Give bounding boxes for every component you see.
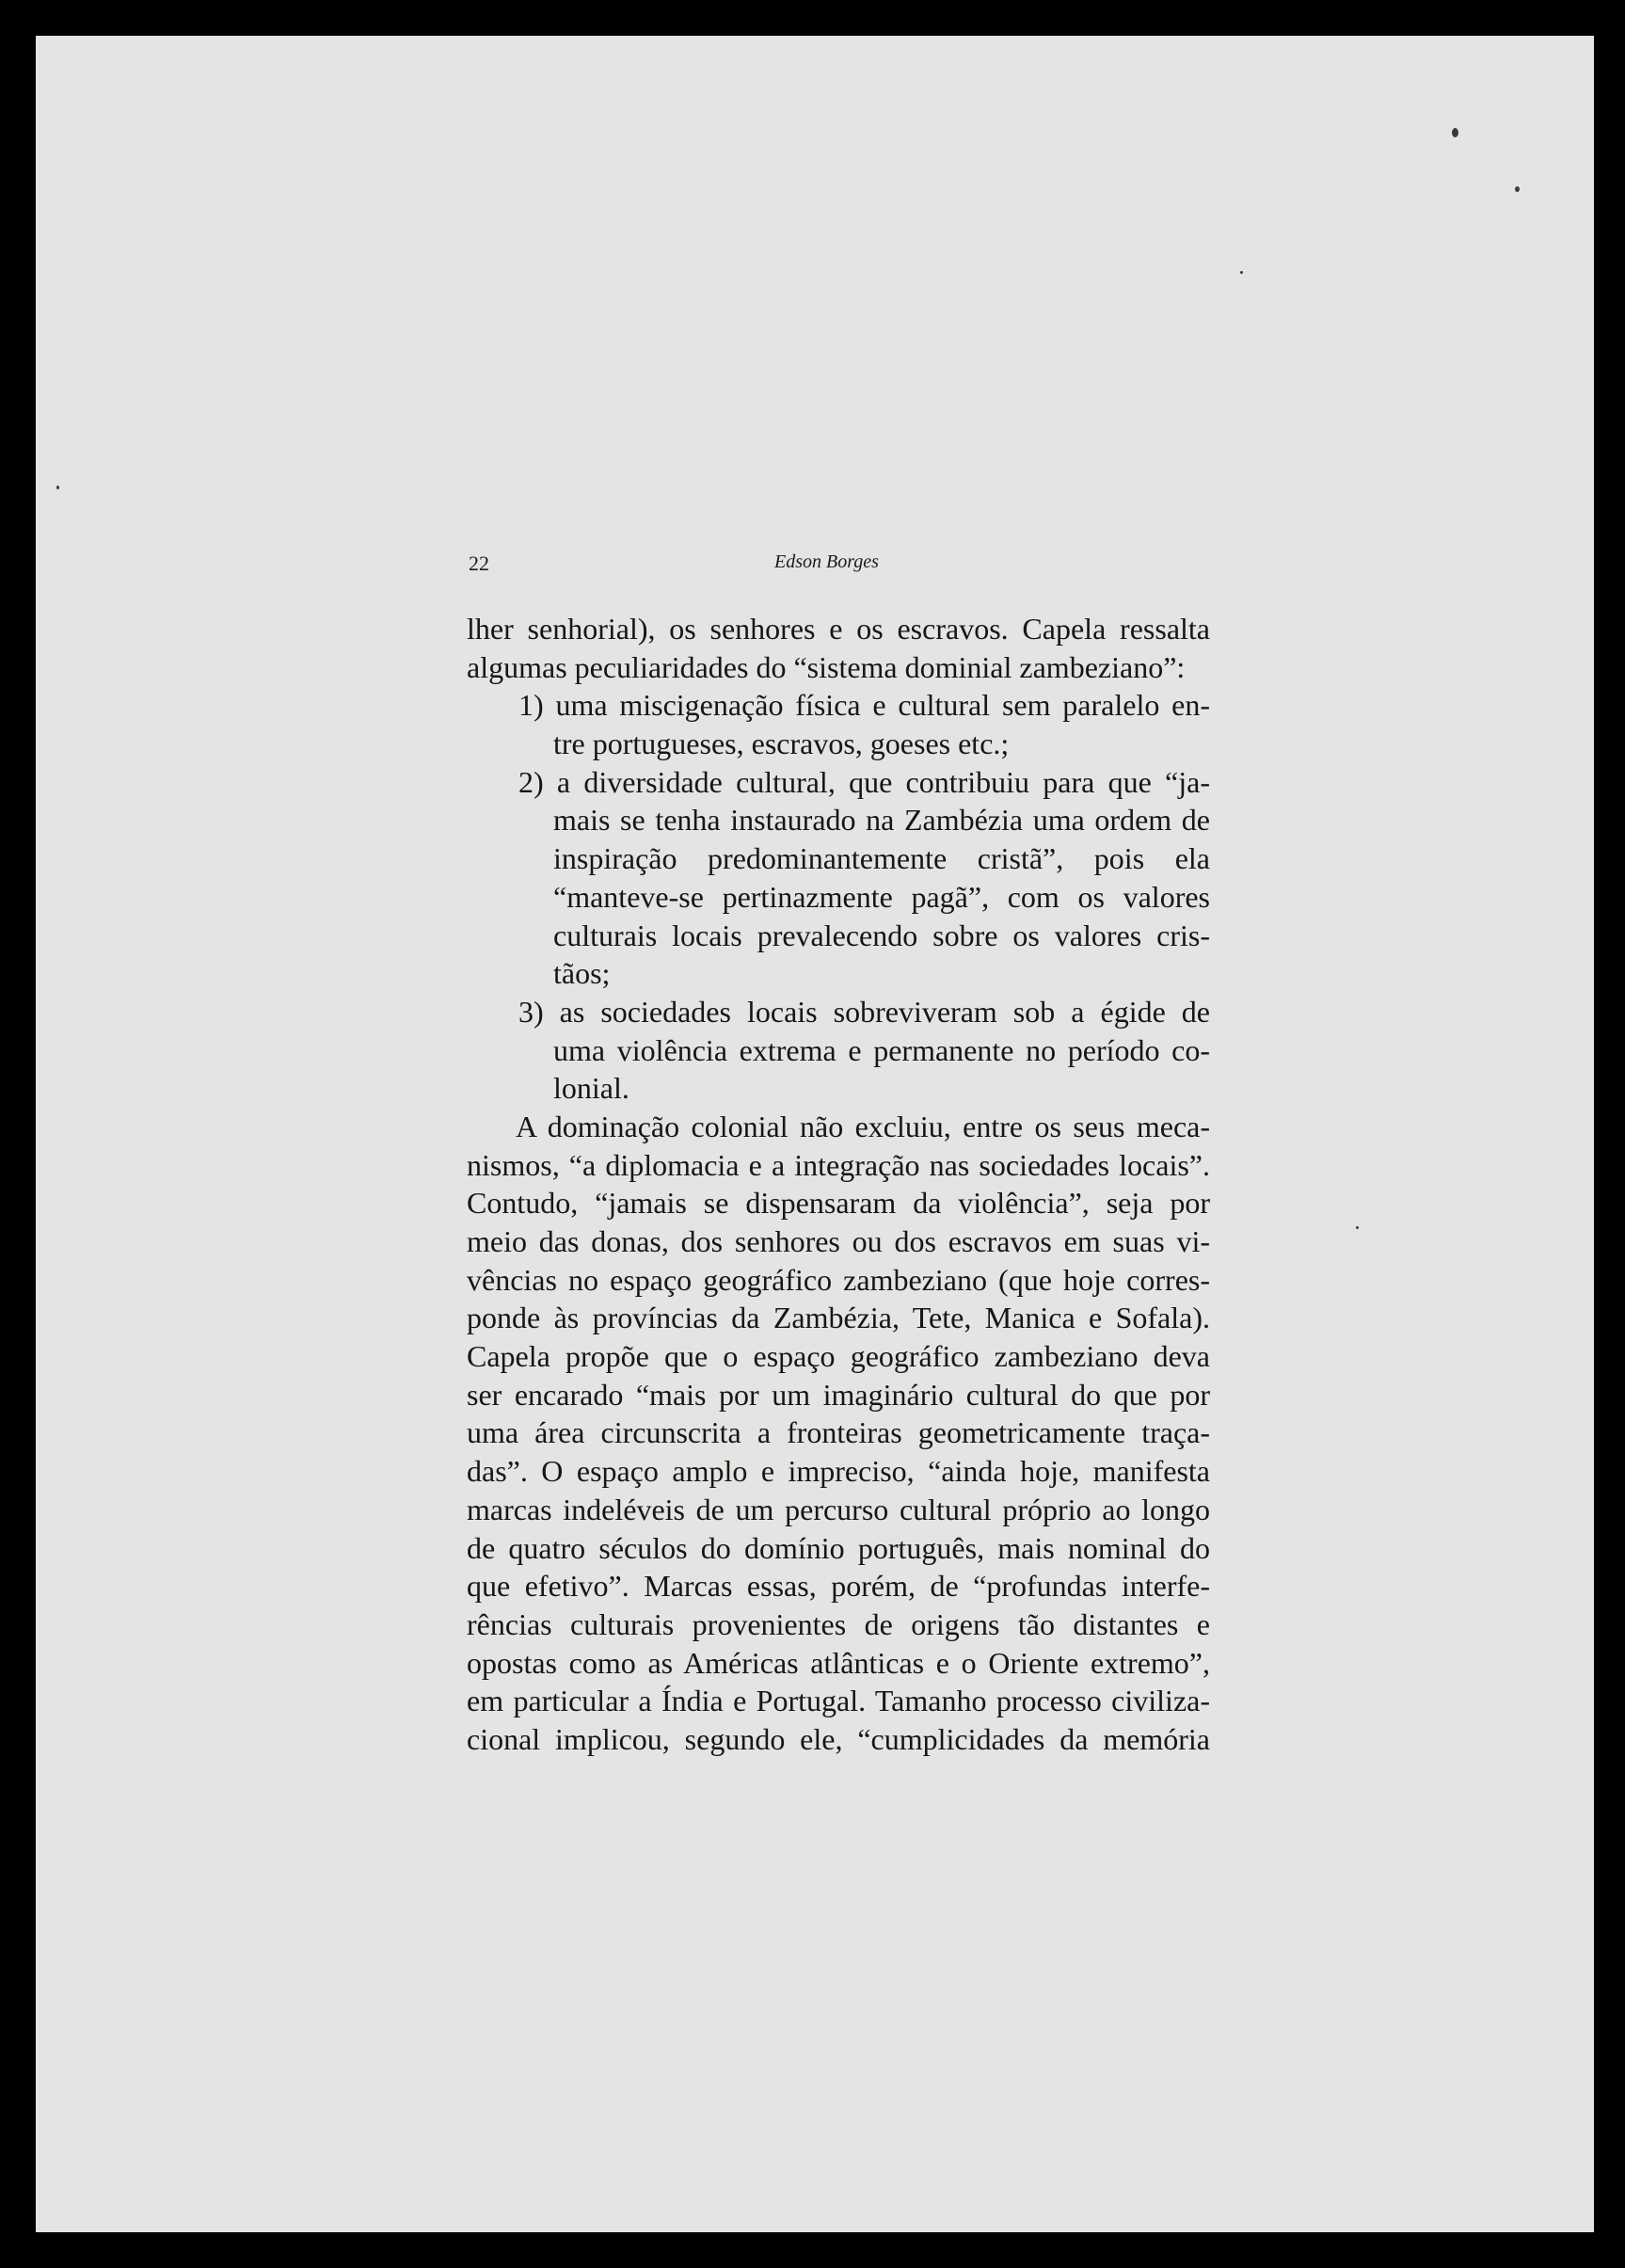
text-line: marcas indeléveis de um percurso cultural próprio ao longo	[467, 1492, 1210, 1526]
text-line: em particular a Índia e Portugal. Tamanho processo civiliza-	[467, 1684, 1210, 1718]
text-line: de quatro séculos do domínio português, mais nominal do	[467, 1530, 1210, 1565]
text-line: ponde às províncias da Zambézia, Tete, Manica e Sofala).	[467, 1301, 1210, 1335]
page-number: 22	[469, 551, 489, 575]
running-head-author: Edson Borges	[774, 551, 879, 572]
list-item-2-line: mais se tenha instaurado na Zambézia uma ordem de	[553, 803, 1210, 838]
text-line: Capela propõe que o espaço geográfico zambeziano deva	[467, 1339, 1210, 1374]
list-item-2-line: inspiração predominantemente cristã”, pois ela	[553, 841, 1210, 876]
scan-speck	[1452, 128, 1458, 137]
text-line: algumas peculiaridades do “sistema dominial zambeziano”:	[467, 649, 1186, 684]
text-line: que efetivo”. Marcas essas, porém, de “profundas interfe-	[467, 1569, 1210, 1604]
list-item-3-line: lonial.	[553, 1071, 629, 1106]
list-item-2-line: tãos;	[553, 956, 611, 991]
running-head	[469, 551, 1221, 580]
body-text	[467, 610, 1210, 1759]
list-item-2-line: 2) a diversidade cultural, que contribuiu para que “ja-	[518, 764, 1210, 799]
text-line: vências no espaço geográfico zambeziano (que hoje corres-	[467, 1262, 1210, 1297]
scan-speck	[1356, 1226, 1359, 1229]
list-item-2-line: “manteve-se pertinazmente pagã”, com os valores	[553, 879, 1210, 914]
text-line: nismos, “a diplomacia e a integração nas sociedades locais”.	[467, 1147, 1210, 1182]
text-line: rências culturais provenientes de origens tão distantes e	[467, 1606, 1210, 1641]
text-line: lher senhorial), os senhores e os escravos. Capela ressalta	[467, 612, 1210, 646]
text-line: A dominação colonial não excluiu, entre os seus meca-	[516, 1109, 1210, 1143]
list-item-1-line: 1) uma miscigenação física e cultural sem paralelo en-	[518, 688, 1210, 723]
list-item-3-line: 3) as sociedades locais sobreviveram sob a égide de	[518, 994, 1210, 1029]
scan-speck	[1240, 271, 1243, 274]
text-line: opostas como as Américas atlânticas e o Oriente extremo”,	[467, 1645, 1210, 1680]
scan-speck	[1515, 186, 1520, 192]
scanned-page	[36, 36, 1594, 2232]
text-line: das”. O espaço amplo e impreciso, “ainda hoje, manifesta	[467, 1454, 1210, 1489]
list-item-3-line: uma violência extrema e permanente no período co-	[553, 1032, 1210, 1067]
text-line: Contudo, “jamais se dispensaram da violência”, seja por	[467, 1186, 1210, 1221]
list-item-1-line: tre portugueses, escravos, goeses etc.;	[553, 727, 1010, 761]
list-item-2-line: culturais locais prevalecendo sobre os valores cris-	[553, 918, 1210, 952]
text-line: meio das donas, dos senhores ou dos escravos em suas vi-	[467, 1224, 1210, 1258]
text-line: uma área circunscrita a fronteiras geometricamente traça-	[467, 1415, 1210, 1450]
scan-speck	[56, 486, 59, 489]
text-line: ser encarado “mais por um imaginário cultural do que por	[467, 1377, 1210, 1412]
text-line: cional implicou, segundo ele, “cumplicidades da memória	[467, 1721, 1210, 1756]
